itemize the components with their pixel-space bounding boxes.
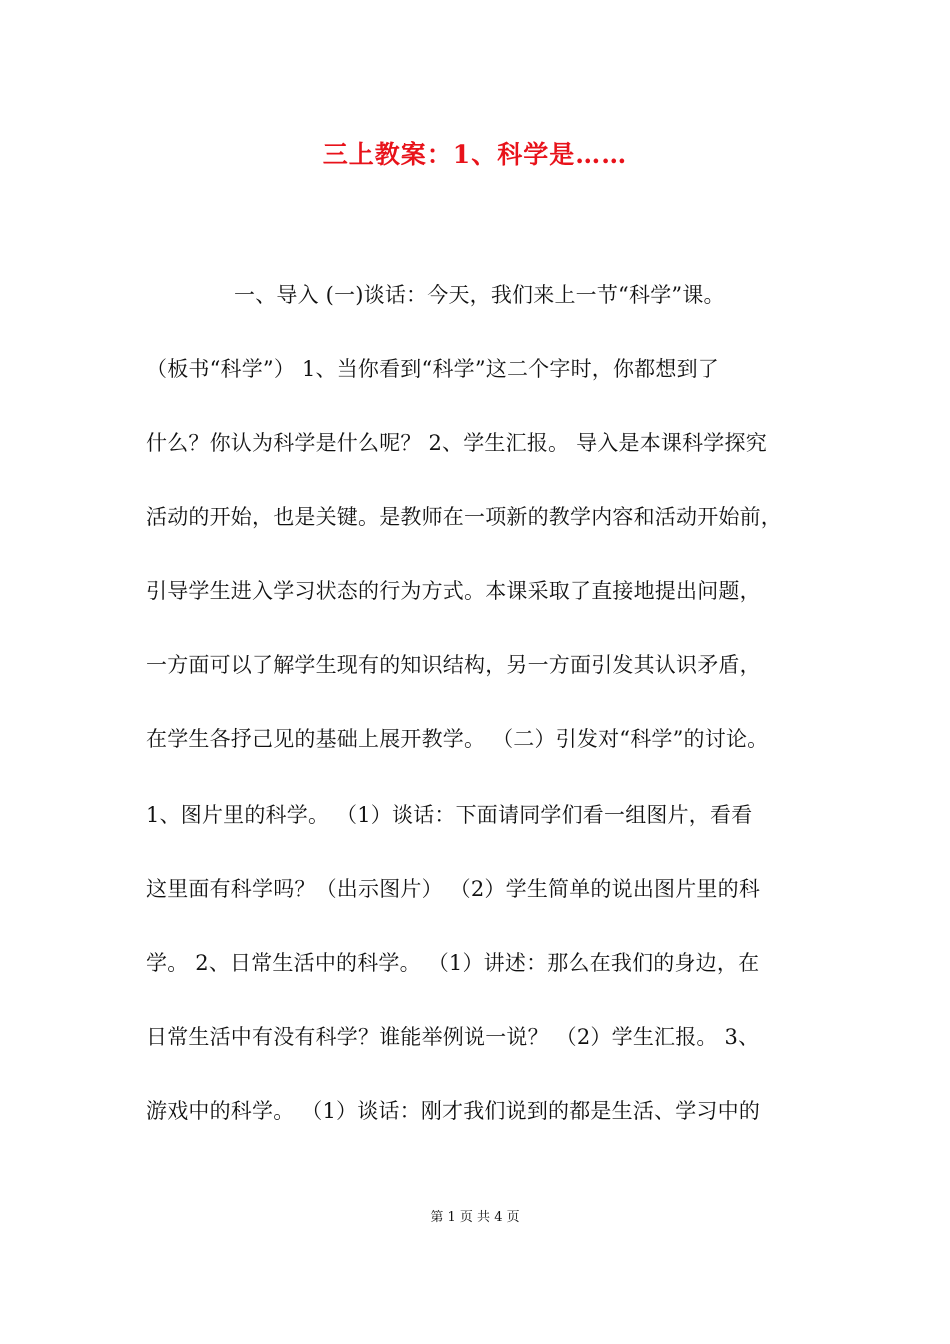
body-line-2: （板书“科学”） 1、当你看到“科学”这二个字时，你都想到了 — [146, 357, 719, 381]
body-line-7: 在学生各抒己见的基础上展开教学。 （二）引发对“科学”的讨论。 — [146, 727, 769, 751]
body-line-9: 这里面有科学吗？（出示图片） （2）学生简单的说出图片里的科 — [146, 877, 761, 901]
body-line-4: 活动的开始，也是关键。是教师在一项新的教学内容和活动开始前， — [146, 505, 782, 529]
body-line-6: 一方面可以了解学生现有的知识结构，另一方面引发其认识矛盾， — [146, 653, 761, 677]
document-title: 三上教案：1、科学是…… — [322, 140, 628, 169]
body-line-10: 学。 2、日常生活中的科学。 （1）讲述：那么在我们的身边，在 — [146, 951, 760, 975]
page-number-footer: 第 1 页 共 4 页 — [430, 1210, 520, 1225]
body-line-5: 引导学生进入学习状态的行为方式。本课采取了直接地提出问题， — [146, 579, 761, 603]
body-line-8: 1、图片里的科学。 （1）谈话：下面请同学们看一组图片，看看 — [146, 803, 753, 827]
body-line-11: 日常生活中有没有科学？谁能举例说一说？ （2）学生汇报。 3、 — [146, 1025, 760, 1049]
body-line-3: 什么？你认为科学是什么呢？ 2、学生汇报。 导入是本课科学探究 — [146, 431, 767, 455]
body-line-12: 游戏中的科学。 （1）谈话：刚才我们说到的都是生活、学习中的 — [146, 1099, 761, 1123]
body-line-1: 一、导入 (一)谈话：今天，我们来上一节“科学”课。 — [234, 283, 725, 307]
